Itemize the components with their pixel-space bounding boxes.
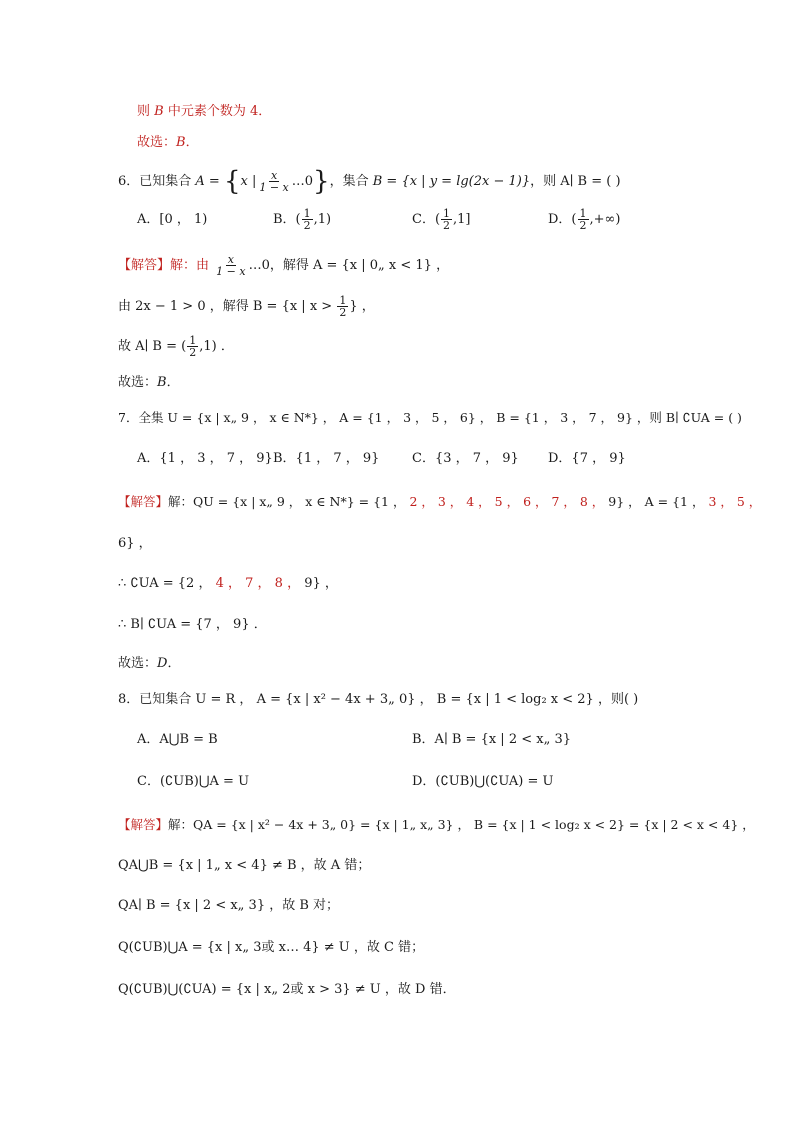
fraction-numerator: 1 (303, 207, 311, 220)
q7-option-d (548, 450, 626, 468)
solution-text: 解：由 (170, 258, 214, 273)
set-element: 8 ， (575, 494, 605, 509)
option-text: D．( (548, 212, 577, 227)
q5-set-b: B (154, 104, 164, 119)
solution-text: 故 A∣ B = ( (118, 339, 187, 354)
solution-inequality: …0 (248, 258, 270, 273)
q7-answer (118, 655, 180, 673)
q6-option-c (412, 208, 471, 231)
solution-text: QA⋃B = {x | 1„ x < 4} ≠ B ，故 A 错； (118, 858, 371, 873)
fraction-denominator: 1 − x (259, 181, 289, 194)
right-brace-icon: } (313, 166, 330, 197)
q8-solution-4 (118, 939, 424, 957)
answer-choice: B (157, 375, 167, 390)
q5-answer-end: ． (185, 135, 199, 150)
answer-label: 故选： (118, 375, 158, 390)
solution-text: 9} ， A = {1 ， (604, 494, 705, 509)
fraction-numerator: 1 (579, 207, 587, 220)
set-element: 7 ， (547, 494, 576, 509)
q6-set-var: x | (240, 174, 257, 189)
q6-solution-3 (118, 335, 234, 358)
half-fraction (578, 208, 589, 231)
option-text: A．A⋃B = B (137, 732, 218, 747)
half-fraction (187, 335, 198, 358)
q7-solution-4 (118, 616, 267, 634)
q8-solution-2 (118, 857, 370, 875)
q6-set-a: A = (195, 174, 224, 189)
q8-option-a (137, 731, 218, 749)
option-text: B．A∣ B = {x | 2 < x„ 3} (412, 732, 571, 747)
option-text: C．{3 ， 7 ， 9} (412, 451, 519, 466)
fraction-denominator: 2 (339, 306, 347, 319)
option-text: B．{1 ， 7 ， 9} (273, 451, 380, 466)
q7-question: 7．全集 U = {x | x„ 9 ， x ∈ N*} ， A = {1 ， 3 ， 5 ， 6} ， B = {1 ， 3 ， 7 ， 9} ，则 B∣ ∁UA = ( ) (118, 410, 742, 425)
q6-option-d (548, 208, 620, 231)
set-element: 7 ， (241, 576, 271, 591)
solution-result: ，解得 A = {x | 0„ x < 1} ， (269, 258, 450, 273)
q8-solution-1 (118, 816, 755, 834)
answer-label: 故选： (118, 656, 158, 671)
set-element: 4 ， (211, 576, 241, 591)
half-fraction (441, 208, 452, 231)
set-element: 3 ， (433, 494, 463, 509)
solution-tag: 【解答】 (118, 258, 171, 273)
fraction-numerator: 1 (339, 294, 347, 307)
set-element: 4 ， (462, 494, 491, 509)
q6-text: ，集合 (329, 174, 373, 189)
q5-answer-choice: B (176, 135, 186, 150)
set-element: 2 ， (405, 494, 434, 509)
q5-answer-label: 故选： (137, 135, 177, 150)
q6-stem (118, 166, 621, 197)
solution-text: 6} ， (118, 536, 152, 551)
q6-option-a (137, 211, 207, 229)
q6-question: ，则 A∣ B = ( ) (530, 174, 621, 189)
q6-set-b: B = {x | y = lg(2x − 1)} (372, 174, 531, 189)
answer-choice: D (157, 656, 168, 671)
option-text-end: ,1) (313, 212, 332, 227)
solution-text: Q(∁UB)⋃(∁UA) = {x | x„ 2或 x > 3} ≠ U ，故 D 错． (118, 982, 456, 997)
solution-text: QA∣ B = {x | 2 < x„ 3} ，故 B 对； (118, 898, 340, 913)
option-text: A．{1 ， 3 ， 7 ， 9} (137, 451, 273, 466)
fraction-numerator: 1 (443, 207, 451, 220)
fraction-denominator: 2 (579, 219, 587, 232)
q8-option-d (412, 773, 553, 791)
half-fraction (302, 208, 313, 231)
fraction-denominator: 2 (189, 346, 197, 359)
q6-answer (118, 374, 180, 392)
q6-solution-fraction (214, 254, 247, 277)
solution-tag: 【解答】 (118, 817, 169, 832)
fraction-numerator: 1 (189, 334, 197, 347)
q6-solution-1 (118, 254, 449, 277)
fraction-numerator: x (227, 253, 234, 266)
q5-text: 则 (137, 104, 155, 119)
q8-question: 8．已知集合 U = R ， A = {x | x² − 4x + 3„ 0} ， B = {x | 1 < log₂ x < 2} ，则( ) (118, 692, 639, 707)
q7-solution-2 (118, 535, 152, 553)
fraction-denominator: 2 (303, 219, 311, 232)
q8-option-b (412, 731, 571, 749)
solution-text-end: } ， (349, 299, 375, 314)
option-text: C．( (412, 212, 441, 227)
solution-text-end: ,1) ． (199, 339, 234, 354)
option-text: A．[0 ， 1) (137, 212, 208, 227)
option-text: B．( (273, 212, 301, 227)
set-element: 8 ， (270, 576, 301, 591)
q7-solution-3 (118, 575, 338, 593)
q5-conclusion (137, 103, 271, 121)
q8-solution-5 (118, 981, 456, 999)
solution-text: Q(∁UB)⋃A = {x | x„ 3或 x… 4} ≠ U ，故 C 错； (118, 940, 425, 955)
q5-text-end: 中元素个数为 4． (163, 104, 272, 119)
solution-text: 由 2x − 1 > 0 ，解得 B = {x | x > (118, 299, 337, 314)
left-brace-icon: { (223, 166, 241, 197)
q7-solution-1 (118, 493, 761, 511)
solution-text: 解：QA = {x | x² − 4x + 3„ 0} = {x | 1„ x„ 3} ， B = {x | 1 < log₂ x < 2} = {x | 2 < x < 4} ， (168, 817, 755, 832)
answer-end: ． (166, 375, 180, 390)
fraction-numerator: x (270, 169, 278, 182)
q6-number: 6．已知集合 (118, 174, 196, 189)
set-element: 6 ， (519, 494, 548, 509)
solution-text: 解：QU = {x | x„ 9 ， x ∈ N*} = {1 ， (168, 494, 406, 509)
option-text: D．(∁UB)⋃(∁UA) = U (412, 774, 554, 789)
q7-option-a (137, 450, 273, 468)
set-element: 5 ， (490, 494, 520, 509)
option-text: D．{7 ， 9} (548, 451, 626, 466)
q6-fraction (257, 170, 290, 193)
q7-stem (118, 409, 742, 427)
q7-option-c (412, 450, 519, 468)
q8-stem (118, 691, 638, 709)
solution-tag: 【解答】 (118, 494, 169, 509)
set-element: 3 ， (704, 494, 733, 509)
half-fraction (337, 295, 348, 318)
q6-option-b (273, 208, 331, 231)
solution-text: ∴ ∁UA = {2 ， (118, 576, 212, 591)
solution-text: ∴ B∣ ∁UA = {7 ， 9} ． (118, 617, 267, 632)
fraction-denominator: 2 (443, 219, 451, 232)
q7-option-b (273, 450, 379, 468)
set-element: 5 ， (732, 494, 762, 509)
answer-end: ． (167, 656, 181, 671)
q8-solution-3 (118, 897, 339, 915)
q5-answer (137, 134, 199, 152)
option-text-end: ,+∞) (589, 212, 621, 227)
q6-inequality: …0 (291, 174, 314, 189)
q6-solution-2 (118, 295, 375, 318)
q8-option-c (137, 773, 249, 791)
fraction-denominator: 1 − x (216, 265, 246, 278)
option-text: C．(∁UB)⋃A = U (137, 774, 250, 789)
option-text-end: ,1] (453, 212, 471, 227)
solution-text-end: 9} ， (300, 576, 338, 591)
